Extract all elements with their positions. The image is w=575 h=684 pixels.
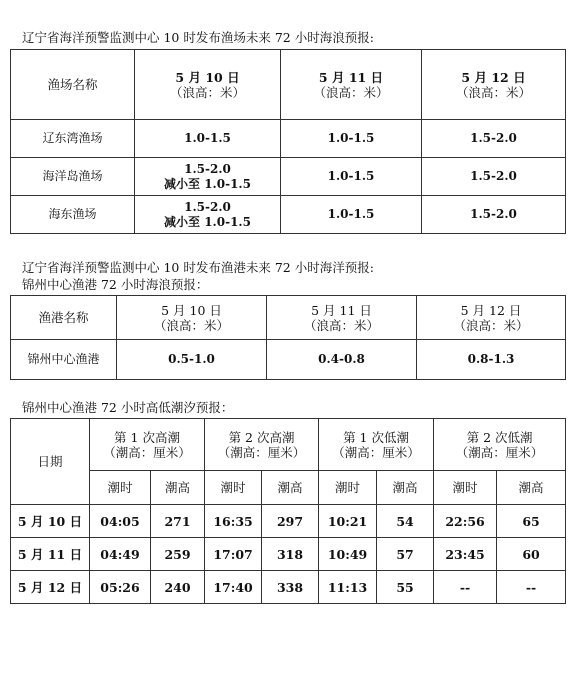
tide-cell: 05:26	[90, 571, 151, 604]
tide-cell: 17:40	[205, 571, 262, 604]
date-header: 5 月 11 日 （浪高：米）	[267, 296, 417, 340]
tide-cell: --	[497, 571, 566, 604]
tide-cell: 60	[497, 538, 566, 571]
tide-cell: 54	[377, 505, 434, 538]
fishing-port-wave-table	[10, 295, 566, 380]
date-header: 5 月 10 日 （浪高：米）	[135, 50, 281, 120]
tide-height-header: 潮高	[377, 471, 434, 505]
tide-time-header: 潮时	[434, 471, 497, 505]
name-header: 渔港名称	[11, 296, 117, 340]
tide-cell: 17:07	[205, 538, 262, 571]
wave-cell: 1.0-1.5	[281, 120, 422, 158]
section2-caption: 辽宁省海洋预警监测中心 10 时发布渔港未来 72 小时海洋预报:	[22, 260, 374, 275]
tide-cell: 23:45	[434, 538, 497, 571]
wave-cell: 1.0-1.5	[135, 120, 281, 158]
date-header: 5 月 12 日 （浪高：米）	[417, 296, 566, 340]
tide-date: 5 月 10 日	[11, 505, 90, 538]
table-row	[11, 538, 566, 571]
tide-date: 5 月 11 日	[11, 538, 90, 571]
table-row	[11, 571, 566, 604]
date-header: 5 月 11 日 （浪高：米）	[281, 50, 422, 120]
tide-group-header: 第 1 次低潮 （潮高：厘米）	[319, 419, 434, 471]
tide-cell: 297	[262, 505, 319, 538]
table-row	[11, 158, 566, 196]
tide-time-header: 潮时	[319, 471, 377, 505]
tide-date: 5 月 12 日	[11, 571, 90, 604]
table-header-row	[11, 419, 566, 471]
tide-cell: 271	[151, 505, 205, 538]
tide-cell: 11:13	[319, 571, 377, 604]
table-header-row	[11, 50, 566, 120]
fishing-ground-name: 海洋岛渔场	[11, 158, 135, 196]
section1-caption: 辽宁省海洋预警监测中心 10 时发布渔场未来 72 小时海浪预报:	[22, 30, 374, 45]
tide-height-header: 潮高	[262, 471, 319, 505]
table-subheader-row	[11, 471, 566, 505]
tide-group-header: 第 2 次高潮 （潮高：厘米）	[205, 419, 319, 471]
tide-cell: 10:21	[319, 505, 377, 538]
tide-cell: 240	[151, 571, 205, 604]
table-row	[11, 505, 566, 538]
tide-cell: 318	[262, 538, 319, 571]
tide-time-header: 潮时	[90, 471, 151, 505]
wave-cell: 1.5-2.0 减小至 1.0-1.5	[135, 158, 281, 196]
table-row	[11, 120, 566, 158]
wave-cell: 1.0-1.5	[281, 158, 422, 196]
date-header: 5 月 12 日 （浪高：米）	[422, 50, 566, 120]
tide-height-header: 潮高	[151, 471, 205, 505]
tide-cell: 22:56	[434, 505, 497, 538]
fishing-ground-name: 辽东湾渔场	[11, 120, 135, 158]
fishing-ground-wave-table	[10, 49, 566, 234]
tide-cell: --	[434, 571, 497, 604]
tide-group-header: 第 1 次高潮 （潮高：厘米）	[90, 419, 205, 471]
tide-forecast-table	[10, 418, 566, 604]
tide-cell: 16:35	[205, 505, 262, 538]
wave-cell: 0.8-1.3	[417, 340, 566, 380]
tide-cell: 10:49	[319, 538, 377, 571]
tide-cell: 04:49	[90, 538, 151, 571]
fishing-ground-name: 海东渔场	[11, 196, 135, 234]
table-row	[11, 340, 566, 380]
date-header: 日期	[11, 419, 90, 505]
section3-caption: 锦州中心渔港 72 小时高低潮汐预报：	[22, 400, 234, 415]
tide-cell: 04:05	[90, 505, 151, 538]
wave-cell: 1.5-2.0	[422, 196, 566, 234]
wave-cell: 0.4-0.8	[267, 340, 417, 380]
name-header: 渔场名称	[11, 50, 135, 120]
date-header: 5 月 10 日 （浪高：米）	[117, 296, 267, 340]
tide-height-header: 潮高	[497, 471, 566, 505]
tide-cell: 259	[151, 538, 205, 571]
wave-cell: 1.5-2.0	[422, 158, 566, 196]
wave-cell: 1.5-2.0	[422, 120, 566, 158]
table-row	[11, 196, 566, 234]
tide-cell: 57	[377, 538, 434, 571]
table-header-row	[11, 296, 566, 340]
tide-cell: 338	[262, 571, 319, 604]
tide-cell: 65	[497, 505, 566, 538]
wave-cell: 0.5-1.0	[117, 340, 267, 380]
tide-cell: 55	[377, 571, 434, 604]
section2-subcaption: 锦州中心渔港 72 小时海浪预报：	[22, 277, 209, 292]
wave-cell: 1.5-2.0 减小至 1.0-1.5	[135, 196, 281, 234]
fishing-port-name: 锦州中心渔港	[11, 340, 117, 380]
tide-group-header: 第 2 次低潮 （潮高：厘米）	[434, 419, 566, 471]
tide-time-header: 潮时	[205, 471, 262, 505]
wave-cell: 1.0-1.5	[281, 196, 422, 234]
